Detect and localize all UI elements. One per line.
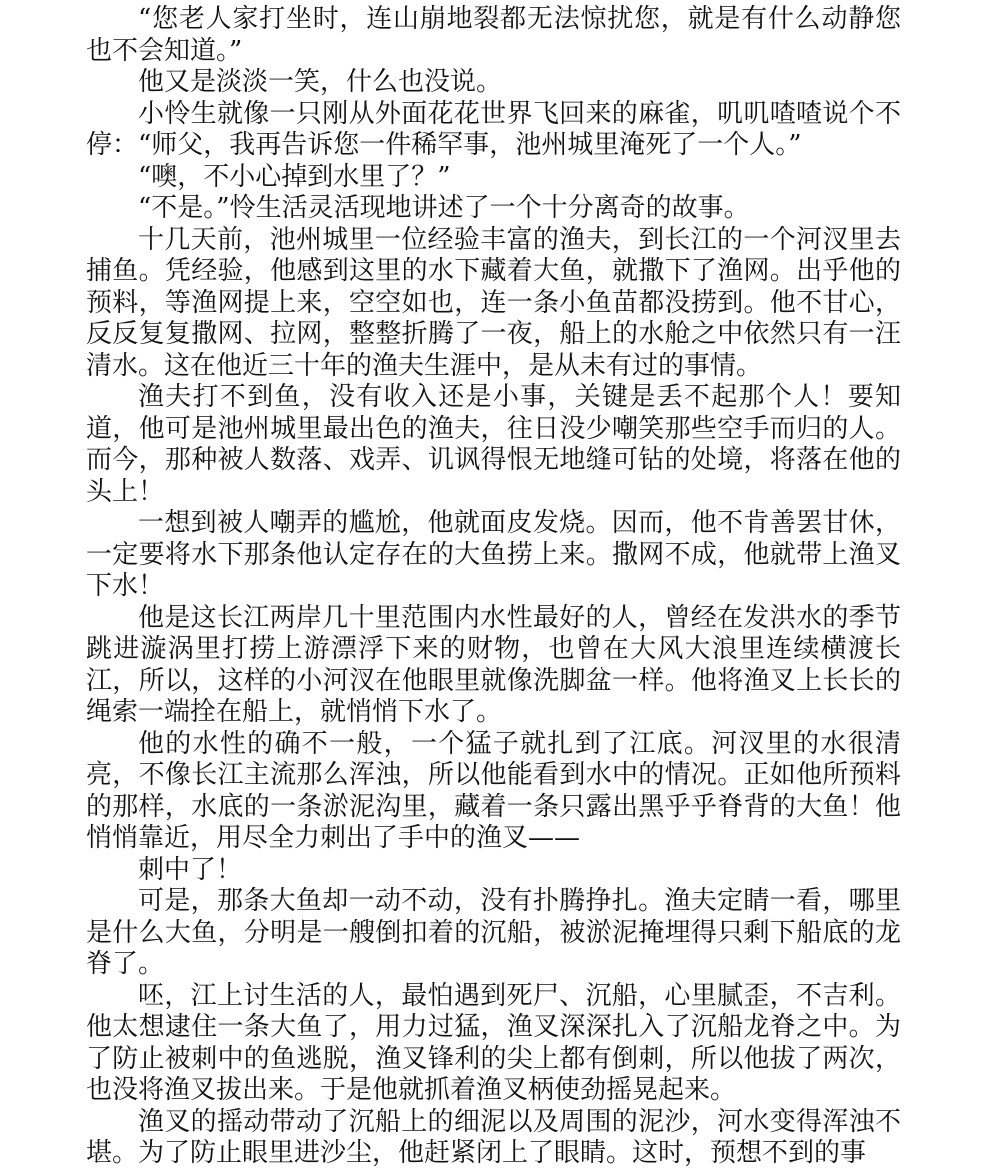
paragraph-2: 他又是淡淡一笑，什么也没说。 — [138, 67, 503, 97]
paragraph-9: 他是这长江两岸几十里范围内水性最好的人，曾经在发洪水的季节跳进漩涡里打捞上游漂浮下来的财物，也曾在大风大浪里连续横渡长江，所以，这样的小河汊在他眼里就像洗脚盆一样。他将渔叉上长长的绳索一端拴在船上，就悄悄下水了。 — [86, 602, 901, 727]
paragraph-8: 一想到被人嘲弄的尴尬，他就面皮发烧。因而，他不肯善罢甘休，一定要将水下那条他认定存在的大鱼捞上来。撒网不成，他就带上渔叉下水！ — [86, 508, 901, 601]
paragraph-3: 小怜生就像一只刚从外面花花世界飞回来的麻雀，叽叽喳喳说个不停：“师父，我再告诉您一件稀罕事，池州城里淹死了一个人。” — [86, 98, 901, 160]
paragraph-12: 可是，那条大鱼却一动不动，没有扑腾挣扎。渔夫定睛一看，哪里是什么大鱼，分明是一艘倒扣着的沉船，被淤泥掩埋得只剩下船底的龙脊了。 — [86, 886, 901, 979]
paragraph-10: 他的水性的确不一般，一个猛子就扎到了江底。河汊里的水很清亮，不像长江主流那么浑浊，所以他能看到水中的情况。正如他所预料的那样，水底的一条淤泥沟里，藏着一条只露出黑乎乎脊背的大鱼！他悄悄靠近，用尽全力刺出了手中的渔叉—— — [86, 728, 901, 853]
paragraph-13: 呸，江上讨生活的人，最怕遇到死尸、沉船，心里腻歪，不吉利。他太想逮住一条大鱼了，用力过猛，渔叉深深扎入了沉船龙脊之中。为了防止被刺中的鱼逃脱，渔叉锋利的尖上都有倒刺，所以他拔了两次，也没将渔叉拔出来。于是他就抓着渔叉柄使劲摇晃起来。 — [86, 980, 901, 1105]
paragraph-5: “不是。”怜生活灵活现地讲述了一个十分离奇的故事。 — [138, 193, 750, 223]
paragraph-4: “噢，不小心掉到水里了？” — [138, 161, 451, 192]
paragraph-11: 刺中了！ — [138, 854, 243, 885]
paragraph-7: 渔夫打不到鱼，没有收入还是小事，关键是丢不起那个人！要知道，他可是池州城里最出色的渔夫，往日没少嘲笑那些空手而归的人。而今，那种被人数落、戏弄、讥讽得恨无地缝可钻的处境，将落在他的头上！ — [86, 382, 901, 507]
paragraph-14: 渔叉的摇动带动了沉船上的细泥以及周围的泥沙，河水变得浑浊不堪。为了防止眼里进沙尘，他赶紧闭上了眼睛。这时，预想不到的事 — [86, 1106, 901, 1168]
paragraph-6: 十几天前，池州城里一位经验丰富的渔夫，到长江的一个河汊里去捕鱼。凭经验，他感到这里的水下藏着大鱼，就撒下了渔网。出乎他的预料，等渔网提上来，空空如也，连一条小鱼苗都没捞到。他不甘心，反反复复撒网、拉网，整整折腾了一夜，船上的水舱之中依然只有一汪清水。这在他近三十年的渔夫生涯中，是从未有过的事情。 — [86, 224, 901, 381]
paragraph-1: “您老人家打坐时，连山崩地裂都无法惊扰您，就是有什么动静您也不会知道。” — [86, 4, 901, 66]
